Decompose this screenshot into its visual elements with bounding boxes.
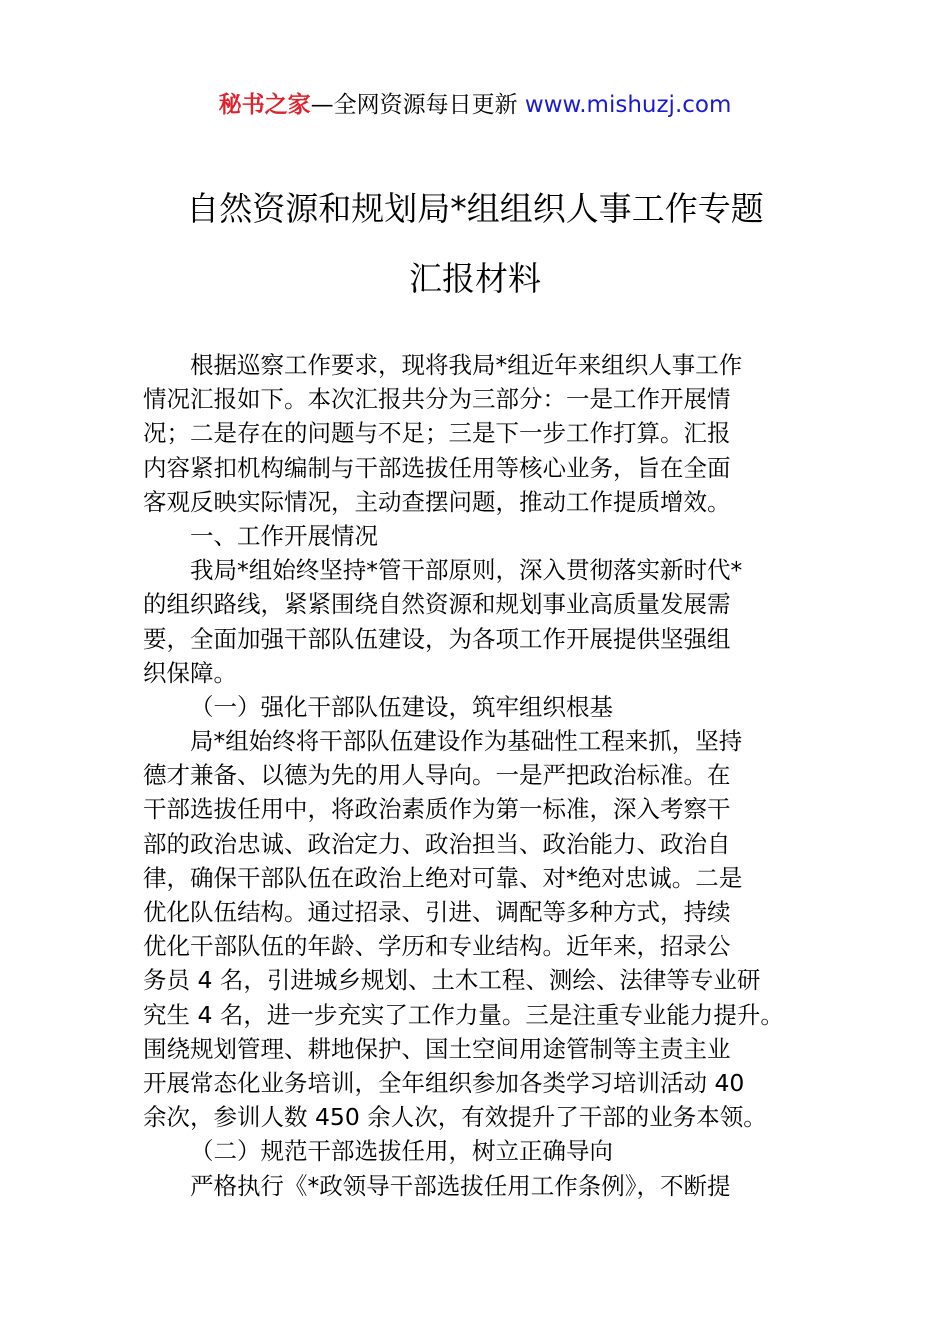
paragraph-team-line: 局*组始终将干部队伍建设作为基础性工程来抓，坚持: [190, 727, 743, 756]
site-brand: 秘书之家: [218, 92, 311, 118]
paragraph-overview-line: 的组织路线，紧紧围绕自然资源和规划事业高质量发展需: [143, 590, 731, 619]
paragraph-intro-line: 况；二是存在的问题与不足；三是下一步工作打算。汇报: [143, 419, 731, 448]
paragraph-intro-line: 情况汇报如下。本次汇报共分为三部分：一是工作开展情: [143, 385, 731, 414]
paragraph-intro-line: 根据巡察工作要求，现将我局*组近年来组织人事工作: [190, 351, 743, 379]
section-heading-1: 一、工作开展情况: [190, 521, 378, 550]
paragraph-intro-line: 客观反映实际情况，主动查摆问题，推动工作提质增效。: [143, 487, 731, 516]
paragraph-team-line: 优化干部队伍的年龄、学历和专业结构。近年来，招录公: [143, 932, 731, 961]
paragraph-team-line: 律，确保干部队伍在政治上绝对可靠、对*绝对忠诚。二是: [143, 863, 743, 892]
paragraph-intro-line: 内容紧扣机构编制与干部选拔任用等核心业务，旨在全面: [143, 453, 731, 482]
paragraph-selection-line: 严格执行《*政领导干部选拔任用工作条例》，不断提: [190, 1171, 731, 1200]
site-url-link[interactable]: www.mishuzj.com: [524, 92, 732, 118]
document-title-line-2: 汇报材料: [409, 259, 541, 298]
paragraph-overview-line: 要，全面加强干部队伍建设，为各项工作开展提供坚强组: [143, 624, 731, 653]
paragraph-team-line: 务员 4 名，引进城乡规划、土木工程、测绘、法律等专业研: [143, 966, 761, 995]
paragraph-team-line: 余次，参训人数 450 余人次，有效提升了干部的业务本领。: [143, 1103, 767, 1132]
site-tagline: —全网资源每日更新: [310, 92, 525, 118]
paragraph-team-line: 优化队伍结构。通过招录、引进、调配等多种方式，持续: [143, 898, 731, 926]
site-banner: [0, 88, 950, 122]
paragraph-team-line: 开展常态化业务培训，全年组织参加各类学习培训活动 40: [143, 1068, 745, 1097]
paragraph-team-line: 究生 4 名，进一步充实了工作力量。三是注重专业能力提升。: [143, 1000, 784, 1029]
subsection-heading-2: （二）规范干部选拔任用，树立正确导向: [190, 1137, 613, 1166]
paragraph-overview-line: 织保障。: [143, 658, 237, 687]
document-body: [143, 348, 809, 1203]
paragraph-team-line: 围绕规划管理、耕地保护、国土空间用途管制等主责主业: [143, 1034, 731, 1063]
document-title-line-1: 自然资源和规划局*组组织人事工作专题: [186, 189, 764, 228]
paragraph-overview-line: 我局*组始终坚持*管干部原则，深入贯彻落实新时代*: [190, 556, 743, 585]
paragraph-team-line: 部的政治忠诚、政治定力、政治担当、政治能力、政治自: [143, 829, 731, 858]
subsection-heading-1: （一）强化干部队伍建设，筑牢组织根基: [190, 692, 613, 721]
paragraph-team-line: 德才兼备、以德为先的用人导向。一是严把政治标准。在: [143, 761, 731, 790]
paragraph-team-line: 干部选拔任用中，将政治素质作为第一标准，深入考察干: [143, 795, 731, 824]
